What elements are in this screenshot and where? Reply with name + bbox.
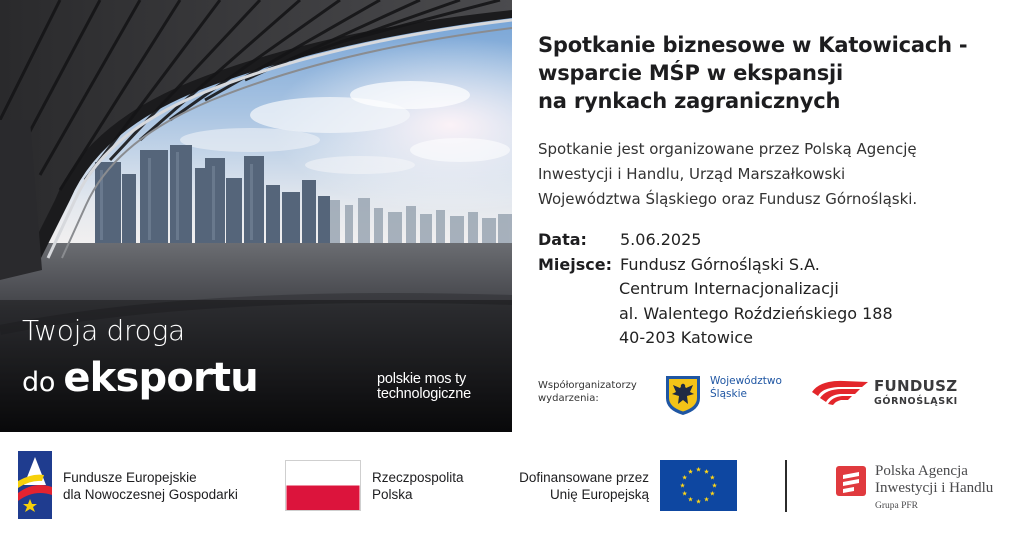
place-line: Centrum Internacjonalizacji <box>619 279 839 298</box>
paih-line3: Grupa PFR <box>875 501 919 511</box>
tagline-line2 <box>22 355 258 403</box>
place-line: al. Walentego Roździeńskiego 188 <box>619 303 893 323</box>
dofinansowane-ue-text <box>505 469 649 503</box>
place-label: Miejsce: <box>538 254 612 274</box>
event-intro <box>538 137 1008 212</box>
tagline-strong: eksportu <box>63 355 258 401</box>
rp-line2: Polska <box>372 487 413 502</box>
intro-line: Województwa Śląskiego oraz Fundusz Górnośląski. <box>538 190 918 208</box>
fundusze-europejskie-icon <box>18 451 52 519</box>
fundusz-gornoslaski-wing-icon <box>810 378 870 406</box>
fundusz-gornoslaski-logo-text <box>874 378 958 408</box>
coorganizers-label <box>538 379 637 405</box>
title-line: na rynkach zagranicznych <box>538 89 841 113</box>
date-value: 5.06.2025 <box>620 230 702 249</box>
tagline-line1: Twoja droga <box>22 314 185 347</box>
title-line: Spotkanie biznesowe w Katowicach - <box>538 33 968 57</box>
paih-line1: Polska Agencja <box>875 463 968 479</box>
ue-line2: Unię Europejską <box>549 487 649 502</box>
eu-flag-icon <box>660 460 737 511</box>
date-label: Data: <box>538 230 587 249</box>
coorg-line2: wydarzenia: <box>538 393 599 404</box>
coorg-line1: Współorganizatorzy <box>538 380 637 391</box>
intro-line: Inwestycji i Handlu, Urząd Marszałkowski <box>538 165 846 183</box>
place-line: Fundusz Górnośląski S.A. <box>620 254 820 274</box>
fg-line2: GÓRNOŚLĄSKI <box>874 396 958 407</box>
paih-line2: Inwestycji i Handlu <box>875 480 994 496</box>
logo-line2: technologiczne <box>377 386 471 402</box>
ue-line1: Dofinansowane przez <box>519 470 649 485</box>
logo-line1: polskie mos ty <box>377 371 467 387</box>
fe-line2: dla Nowoczesnej Gospodarki <box>63 487 238 502</box>
place-line: 40-203 Katowice <box>619 328 754 347</box>
fe-line1: Fundusze Europejskie <box>63 470 197 485</box>
woj-line1: Województwo <box>710 375 782 387</box>
footer-logo-bar <box>0 432 1024 535</box>
rzeczpospolita-polska-text <box>372 469 464 503</box>
tagline-prefix: do <box>22 367 64 398</box>
polskie-mosty-logo <box>377 372 471 402</box>
silesian-eagle-crest-icon <box>664 374 702 416</box>
fundusze-europejskie-text <box>63 469 238 503</box>
paih-logo-icon <box>836 466 866 496</box>
rp-line1: Rzeczpospolita <box>372 470 464 485</box>
paih-logo-text <box>875 463 993 513</box>
title-line: wsparcie MŚP w ekspansji <box>538 61 844 85</box>
fg-line1: FUNDUSZ <box>874 377 958 395</box>
event-title <box>538 31 1022 115</box>
hero-photo-panel <box>0 0 512 432</box>
logo-separator <box>785 460 787 512</box>
woj-line2: Śląskie <box>710 388 747 400</box>
hero-tagline <box>22 314 258 403</box>
polish-flag-icon <box>285 460 361 511</box>
wojewodztwo-slaskie-logo-text <box>710 375 782 401</box>
intro-line: Spotkanie jest organizowane przez Polską Agencję <box>538 140 917 158</box>
